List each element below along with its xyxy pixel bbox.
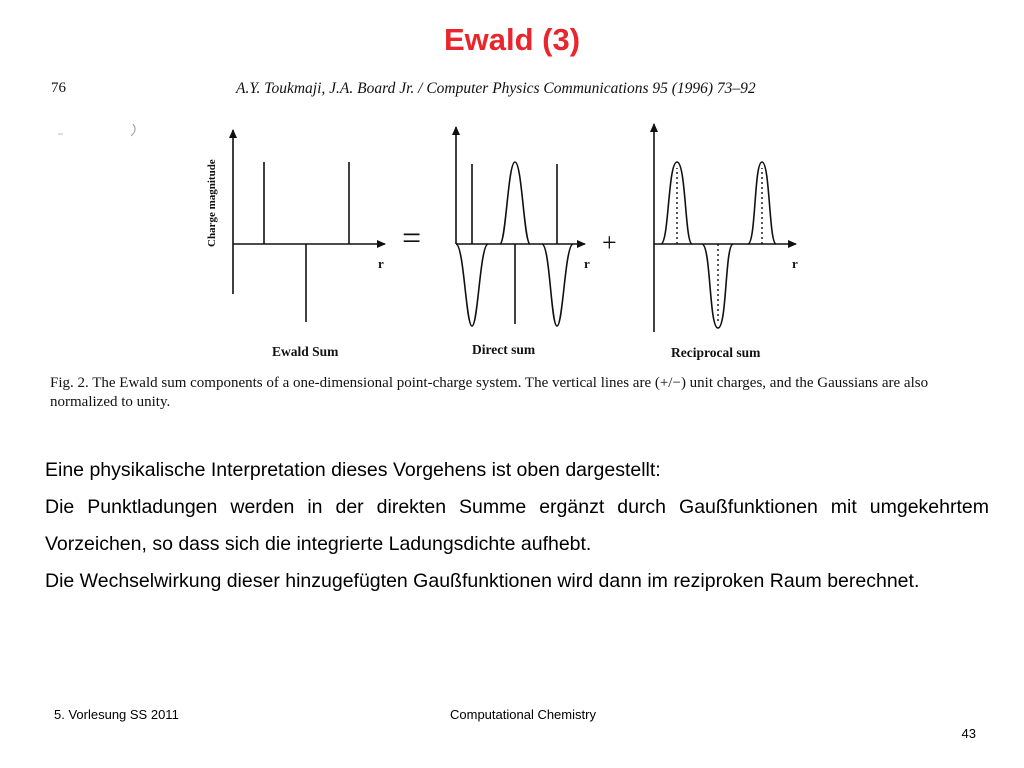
- equals-sign: =: [402, 220, 422, 257]
- body-text: [45, 452, 989, 600]
- plus-sign: +: [602, 228, 617, 257]
- footer-lecture: 5. Vorlesung SS 2011: [54, 707, 179, 722]
- y-axis-label: Charge magnitude: [206, 159, 218, 247]
- figure-caption: Fig. 2. The Ewald sum components of a one-dimensional point-charge system. The vertical lines are (+/−) unit charges, and the Gaussians are also normalized to unity.: [50, 375, 929, 410]
- ewald-sum-panel: [233, 130, 385, 322]
- reciprocal-sum-panel: [654, 124, 796, 332]
- scanned-figure: [40, 72, 1000, 422]
- journal-header: A.Y. Toukmaji, J.A. Board Jr. / Computer Physics Communications 95 (1996) 73–92: [236, 80, 756, 97]
- slide-title: Ewald (3): [443, 22, 581, 57]
- gaussian-negative: [456, 244, 488, 326]
- gaussian-positive: [500, 162, 530, 244]
- x-axis-label: r: [378, 256, 384, 271]
- figure-drawing: [40, 72, 1000, 422]
- footer-course: Computational Chemistry: [450, 707, 596, 722]
- panel-caption-reciprocal-sum: Reciprocal sum: [671, 345, 761, 360]
- footer-slide-number: 43: [961, 726, 976, 741]
- body-paragraph: Die Wechselwirkung dieser hinzugefügten Gaußfunktionen wird dann im reziproken Raum berechnet.: [45, 570, 920, 592]
- panel-caption-direct-sum: Direct sum: [472, 342, 536, 357]
- x-axis-label: r: [584, 256, 590, 271]
- body-paragraph: Eine physikalische Interpretation dieses Vorgehens ist oben dargestellt:: [45, 459, 661, 481]
- x-axis-label: r: [792, 256, 798, 271]
- body-paragraph: Die Punktladungen werden in der direkten Summe ergänzt durch Gaußfunktionen mit umgekehrtem Vorzeichen, so dass sich die integrierte Ladungsdichte aufhebt.: [45, 496, 989, 555]
- scan-mark: [131, 124, 135, 136]
- direct-sum-panel: [456, 127, 585, 326]
- gaussian-negative: [542, 244, 573, 326]
- panel-caption-ewald-sum: Ewald Sum: [272, 344, 339, 359]
- page-number: 76: [51, 80, 66, 96]
